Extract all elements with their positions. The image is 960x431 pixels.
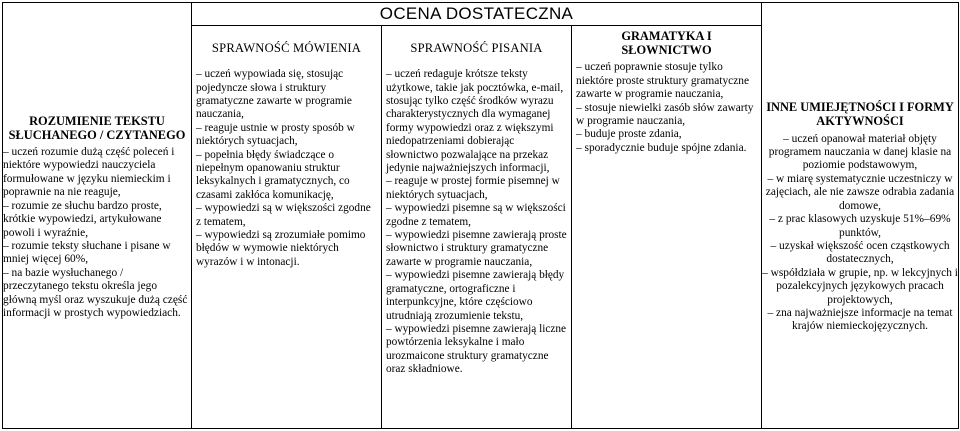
criteria-list-inne	[762, 133, 958, 334]
list-item: – wypowiedzi pisemne zawierają liczne powtórzenia leksykalne i mało urozmaicone struktury gramatyczne oraz składniowe.	[386, 322, 567, 376]
list-item: – uczeń redaguje krótsze teksty użytkowe, takie jak pocztówka, e-mail, stosując tylko część środków wyrazu charakterystycznych dla wymaganej formy wypowiedzi oraz z większymi niedopatrzeniami dobierając słownictwo pozwalające na przekaz jedynie najważniejszych informacji,	[386, 68, 564, 175]
first-column-cell	[3, 3, 192, 429]
column-heading-rozumienie: ROZUMIENIE TEKSTU SŁUCHANEGO / CZYTANEGO	[8, 113, 186, 142]
column-heading-mowienie: SPRAWNOŚĆ MÓWIENIA	[211, 41, 362, 55]
page-title: OCENA DOSTATECZNA	[379, 4, 574, 23]
list-item: – buduje proste zdania,	[576, 128, 682, 141]
list-item: – rozumie ze słuchu bardzo proste, krótkie wypowiedzi, artykułowane powoli i wyraźnie,	[3, 199, 162, 239]
column-mowienie	[192, 26, 382, 429]
criteria-list-rozumienie	[3, 146, 191, 320]
list-item: – wypowiedzi pisemne zawierają proste słownictwo i struktury gramatyczne zawarte w programie nauczania,	[386, 229, 567, 268]
title-row	[3, 3, 959, 26]
criteria-list-pisanie	[386, 68, 567, 376]
list-item: – w miarę systematycznie uczestniczy w zajęciach, ale nie zawsze odrabia zadania domowe,	[765, 172, 955, 212]
list-item: – uczeń wypowiada się, stosując pojedyncze słowa i struktury gramatyczne zawarte w programie nauczania,	[196, 68, 352, 121]
list-item: – popełnia błędy świadczące o niepełnym opanowaniu struktur leksykalnych i gramatycznych, co czasami zakłóca komunikację,	[196, 148, 350, 201]
list-item: – na bazie wysłuchanego / przeczytanego tekstu określa jego główną myśl oraz wyszukuje dużą część informacji w prostych wypowiedziach.	[3, 266, 188, 319]
list-item: – stosuje niewielki zasób słów zawarty w programie nauczania,	[576, 101, 754, 128]
column-heading-pisanie: SPRAWNOŚĆ PISANIA	[410, 41, 543, 55]
column-pisanie	[382, 26, 572, 429]
column-gramatyka	[572, 26, 762, 429]
list-item: – wypowiedzi są w większości zgodne z tematem,	[196, 202, 371, 228]
list-item: – zna najważniejsze informacje na temat krajów niemieckojęzycznych.	[767, 306, 953, 333]
grading-criteria-table	[2, 2, 959, 429]
title-cell	[192, 3, 762, 26]
list-item: – sporadycznie buduje spójne zdania.	[576, 141, 747, 154]
criteria-list-gramatyka	[576, 61, 757, 155]
list-item: – wypowiedzi pisemne zawierają błędy gramatyczne, ortograficzne i interpunkcyjne, które częściowo utrudniają zrozumienie tekstu,	[386, 269, 565, 322]
criteria-list-mowienie	[196, 68, 377, 269]
column-heading-gramatyka: GRAMATYKA I SŁOWNICTWO	[621, 29, 712, 58]
list-item: – uczeń rozumie dużą część poleceń i niektóre wypowiedzi nauczyciela formułowane w języku niemieckim i poprawnie na nie reaguje,	[3, 146, 175, 199]
list-item: – wypowiedzi pisemne są w większości zgodne z tematem,	[386, 202, 566, 228]
list-item: – wypowiedzi są zrozumiałe pomimo błędów w wymowie niektórych wyrazów i w intonacji.	[196, 229, 366, 268]
column-heading-inne: INNE UMIEJĘTNOŚCI I FORMY AKTYWNOŚCI	[766, 100, 954, 129]
list-item: – reaguje w prostej formie pisemnej w niektórych sytuacjach,	[386, 175, 560, 201]
list-item: – reaguje ustnie w prosty sposób w niektórych sytuacjach,	[196, 121, 355, 148]
list-item: – uzyskał większość ocen cząstkowych dostatecznych,	[770, 239, 950, 266]
list-item: – z prac klasowych uzyskuje 51%–69% punktów,	[769, 213, 951, 239]
list-item: – uczeń poprawnie stosuje tylko niektóre proste struktury gramatyczne zawarte w programie nauczania,	[576, 61, 750, 101]
list-item: – uczeń opanował materiał objęty programem nauczania w danej klasie na poziomie podstawowym,	[768, 132, 952, 172]
last-column-cell	[762, 3, 959, 429]
list-item: – rozumie teksty słuchane i pisane w mniej więcej 60%,	[3, 239, 171, 266]
list-item: – współdziała w grupie, np. w lekcyjnych i pozalekcyjnych językowych pracach projektowych,	[762, 266, 958, 306]
